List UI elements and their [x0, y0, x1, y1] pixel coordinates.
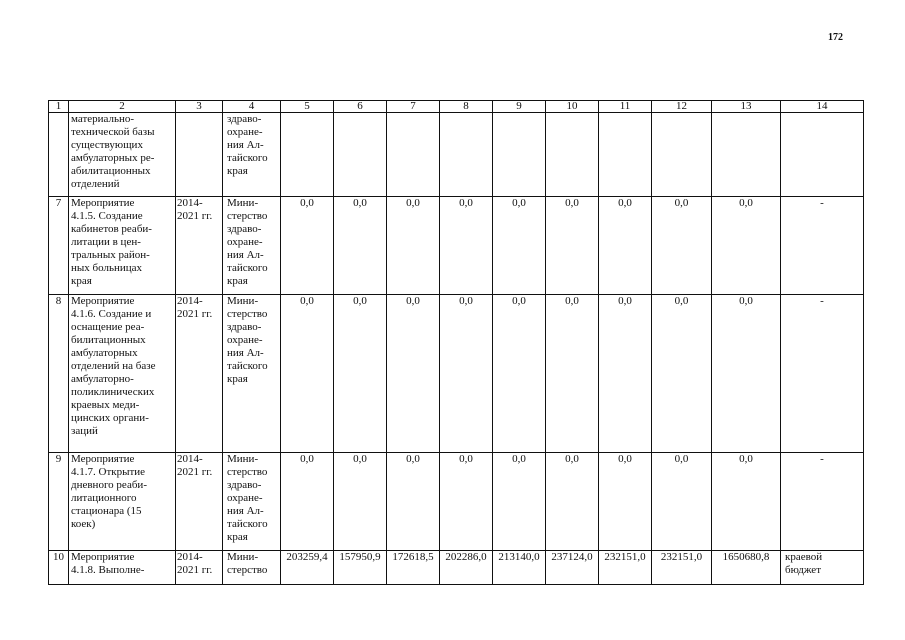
funding-source-cell: -	[781, 295, 864, 453]
text-line: тайского	[227, 262, 268, 274]
executor-cell	[223, 197, 281, 295]
value-cell: 237124,0	[546, 551, 599, 585]
text-line: амбулаторно-	[71, 373, 134, 385]
text-line: дневного реаби-	[71, 479, 147, 491]
text-line: здраво-	[227, 113, 262, 125]
text-line: краевых меди-	[71, 399, 140, 411]
column-header: 13	[712, 101, 781, 113]
column-header: 5	[281, 101, 334, 113]
value-cell: 0,0	[387, 197, 440, 295]
value-cell: 0,0	[546, 295, 599, 453]
text-line: цинских органи-	[71, 412, 149, 424]
column-header: 1	[49, 101, 69, 113]
text-line: здраво-	[227, 479, 262, 491]
text-line: отделений	[71, 178, 120, 190]
table-row	[49, 551, 864, 585]
measure-name-cell	[69, 295, 176, 453]
period-cell	[176, 113, 223, 197]
text-line: края	[227, 275, 248, 287]
text-line: бюджет	[785, 564, 821, 576]
text-line: кабинетов реаби-	[71, 223, 152, 235]
text-line: 2021 гг.	[177, 308, 213, 320]
value-cell: 0,0	[599, 453, 652, 551]
value-cell: 0,0	[387, 453, 440, 551]
text-line: охране-	[227, 126, 263, 138]
measure-name-cell	[69, 551, 176, 585]
table-row	[49, 295, 864, 453]
text-line: края	[227, 373, 248, 385]
value-cell: 0,0	[712, 295, 781, 453]
value-cell: 0,0	[493, 295, 546, 453]
text-line: 2014-	[177, 453, 203, 465]
value-cell: 0,0	[546, 453, 599, 551]
table-row	[49, 197, 864, 295]
text-line: края	[71, 275, 92, 287]
funding-source-cell	[781, 113, 864, 197]
period-cell	[176, 551, 223, 585]
funding-source-cell	[781, 551, 864, 585]
table-row	[49, 113, 864, 197]
value-cell: 0,0	[546, 197, 599, 295]
value-cell: 0,0	[712, 197, 781, 295]
text-line: стерство	[227, 308, 268, 320]
value-cell: 0,0	[493, 453, 546, 551]
text-line: Мини-	[227, 453, 259, 465]
value-cell: 0,0	[652, 295, 712, 453]
value-cell: 172618,5	[387, 551, 440, 585]
text-line: охране-	[227, 236, 263, 248]
value-cell	[652, 113, 712, 197]
measure-name-cell	[69, 453, 176, 551]
text-line: ния Ал-	[227, 505, 264, 517]
text-line: тайского	[227, 152, 268, 164]
text-line: амбулаторных ре-	[71, 152, 155, 164]
text-line: заций	[71, 425, 98, 437]
header-row	[49, 101, 864, 113]
text-line: 2021 гг.	[177, 210, 213, 222]
text-line: ных больницах	[71, 262, 143, 274]
text-line: абилитационных	[71, 165, 151, 177]
value-cell: 0,0	[712, 453, 781, 551]
text-line: тайского	[227, 518, 268, 530]
text-line: отделений на базе	[71, 360, 156, 372]
column-header: 6	[334, 101, 387, 113]
value-cell: 232151,0	[599, 551, 652, 585]
value-cell	[493, 113, 546, 197]
value-cell: 0,0	[652, 197, 712, 295]
value-cell: 0,0	[440, 295, 493, 453]
value-cell: 0,0	[440, 197, 493, 295]
text-line: 2014-	[177, 197, 203, 209]
table-body	[49, 113, 864, 585]
text-line: материально-	[71, 113, 135, 125]
page-number: 172	[828, 32, 843, 43]
executor-cell	[223, 551, 281, 585]
text-line: тайского	[227, 360, 268, 372]
text-line: Мероприятие	[71, 197, 135, 209]
text-line: ния Ал-	[227, 249, 264, 261]
value-cell: 202286,0	[440, 551, 493, 585]
text-line: краевой	[785, 551, 823, 563]
text-line: билитационных	[71, 334, 146, 346]
value-cell: 203259,4	[281, 551, 334, 585]
column-header: 11	[599, 101, 652, 113]
column-header: 3	[176, 101, 223, 113]
text-line: оснащение реа-	[71, 321, 145, 333]
column-header: 14	[781, 101, 864, 113]
funding-source-cell: -	[781, 197, 864, 295]
column-header: 7	[387, 101, 440, 113]
text-line: стерство	[227, 564, 268, 576]
measure-name-cell	[69, 197, 176, 295]
text-line: Мероприятие	[71, 453, 135, 465]
text-line: Мероприятие	[71, 295, 135, 307]
value-cell: 213140,0	[493, 551, 546, 585]
column-header: 10	[546, 101, 599, 113]
value-cell: 0,0	[440, 453, 493, 551]
text-line: Мини-	[227, 295, 259, 307]
text-line: 4.1.6. Создание и	[71, 308, 152, 320]
text-line: Мини-	[227, 551, 259, 563]
value-cell: 0,0	[599, 197, 652, 295]
text-line: 2014-	[177, 295, 203, 307]
value-cell: 1650680,8	[712, 551, 781, 585]
text-line: ния Ал-	[227, 139, 264, 151]
column-header: 12	[652, 101, 712, 113]
row-number-cell: 8	[49, 295, 69, 453]
value-cell	[546, 113, 599, 197]
column-header: 8	[440, 101, 493, 113]
text-line: стерство	[227, 466, 268, 478]
value-cell: 0,0	[652, 453, 712, 551]
text-line: стерство	[227, 210, 268, 222]
text-line: края	[227, 531, 248, 543]
value-cell: 0,0	[599, 295, 652, 453]
text-line: края	[227, 165, 248, 177]
text-line: существующих	[71, 139, 143, 151]
row-number-cell: 9	[49, 453, 69, 551]
text-line: 4.1.8. Выполне-	[71, 564, 145, 576]
value-cell: 0,0	[334, 197, 387, 295]
value-cell: 0,0	[493, 197, 546, 295]
text-line: коек)	[71, 518, 96, 530]
text-line: Мини-	[227, 197, 259, 209]
value-cell	[440, 113, 493, 197]
text-line: охране-	[227, 492, 263, 504]
row-number-cell	[49, 113, 69, 197]
value-cell: 0,0	[334, 295, 387, 453]
value-cell: 157950,9	[334, 551, 387, 585]
text-line: 2014-	[177, 551, 203, 563]
column-header: 9	[493, 101, 546, 113]
text-line: технической базы	[71, 126, 155, 138]
text-line: литационного	[71, 492, 137, 504]
row-number-cell: 10	[49, 551, 69, 585]
value-cell	[712, 113, 781, 197]
budget-table	[48, 100, 864, 585]
value-cell: 232151,0	[652, 551, 712, 585]
text-line: поликлинических	[71, 386, 155, 398]
period-cell	[176, 197, 223, 295]
column-header: 2	[69, 101, 176, 113]
table-row	[49, 453, 864, 551]
row-number-cell: 7	[49, 197, 69, 295]
executor-cell	[223, 295, 281, 453]
value-cell	[281, 113, 334, 197]
period-cell	[176, 453, 223, 551]
executor-cell	[223, 453, 281, 551]
value-cell	[334, 113, 387, 197]
value-cell: 0,0	[281, 197, 334, 295]
text-line: тральных район-	[71, 249, 150, 261]
text-line: литации в цен-	[71, 236, 141, 248]
text-line: 2021 гг.	[177, 564, 213, 576]
text-line: 4.1.7. Открытие	[71, 466, 146, 478]
value-cell: 0,0	[281, 295, 334, 453]
text-line: ния Ал-	[227, 347, 264, 359]
column-header: 4	[223, 101, 281, 113]
value-cell	[599, 113, 652, 197]
funding-source-cell: -	[781, 453, 864, 551]
text-line: здраво-	[227, 321, 262, 333]
text-line: здраво-	[227, 223, 262, 235]
executor-cell	[223, 113, 281, 197]
period-cell	[176, 295, 223, 453]
measure-name-cell	[69, 113, 176, 197]
value-cell	[387, 113, 440, 197]
value-cell: 0,0	[281, 453, 334, 551]
value-cell: 0,0	[387, 295, 440, 453]
text-line: охране-	[227, 334, 263, 346]
value-cell: 0,0	[334, 453, 387, 551]
text-line: Мероприятие	[71, 551, 135, 563]
text-line: амбулаторных	[71, 347, 138, 359]
text-line: стационара (15	[71, 505, 142, 517]
text-line: 2021 гг.	[177, 466, 213, 478]
text-line: 4.1.5. Создание	[71, 210, 143, 222]
